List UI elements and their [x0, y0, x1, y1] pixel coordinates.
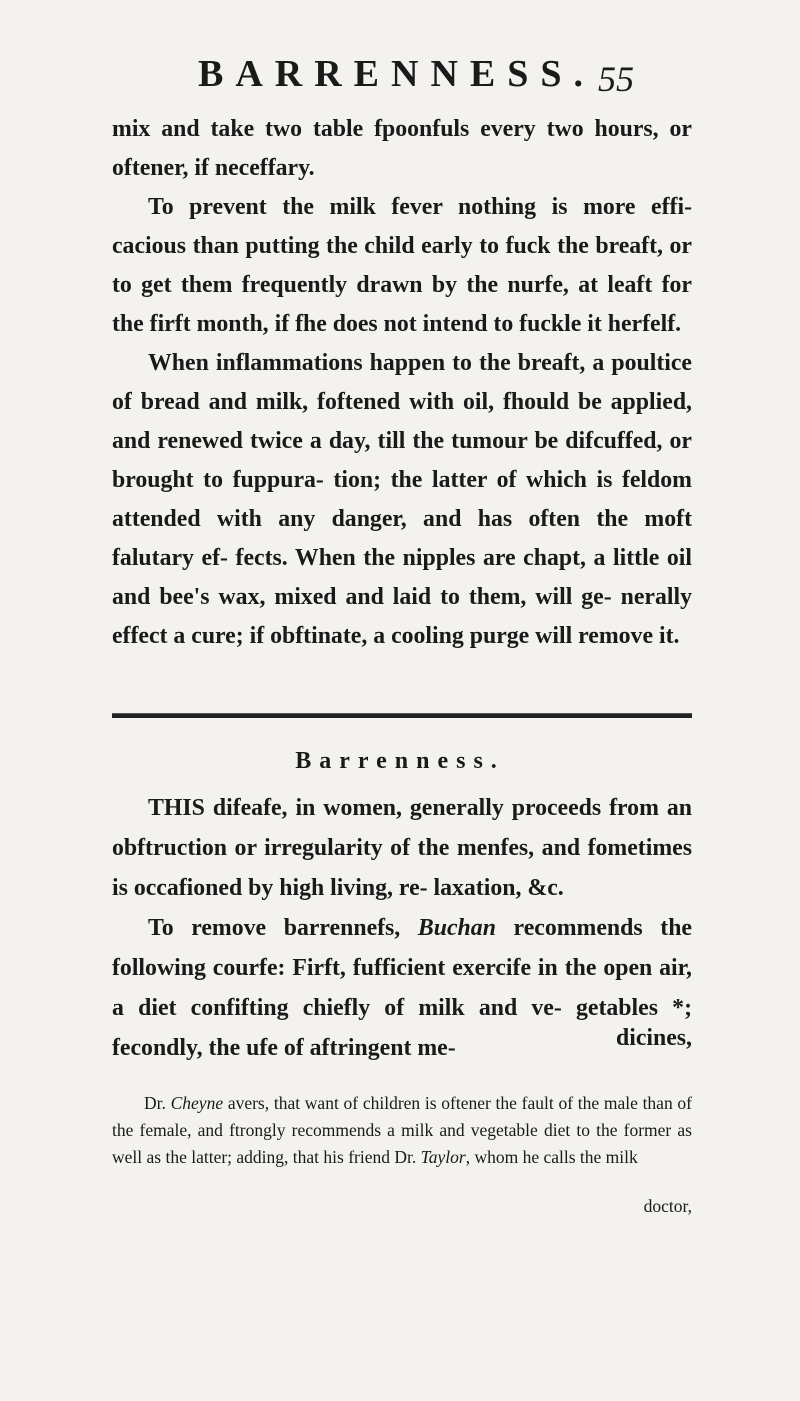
author-name-cheyne: Cheyne — [170, 1093, 224, 1113]
footnote-lead: Dr. — [144, 1093, 171, 1113]
paragraph-inflammations: When inflammations happen to the breaft, a poultice of bread and milk, foftened with oil, fhould be applied, and renewed twice a day, till the tumour be difcuffed, or brought to fuppura- tion; the latter of which is feldom attended with any danger, and has often the moft falutary ef- fects. When the nipples are chapt, a little oil and bee's wax, mixed and laid to them, will ge- nerally effect a cure; if obftinate, a cooling purge will remove it. — [112, 350, 692, 649]
section-heading: Barrenness. — [295, 748, 505, 774]
footnote-catchword: doctor, — [643, 1196, 692, 1216]
section-divider-rule — [112, 713, 692, 718]
paragraph-mix: mix and take two table fpoonfuls every two hours, or oftener, if neceffary. — [112, 116, 692, 181]
running-title: BARRENNESS. — [198, 53, 596, 95]
remedy-rest: recommends the following courfe: Firft, fufficient exercife in the open air, a diet confifting chiefly of milk and ve- getables *; fecondly, the ufe of aftringent me- — [112, 915, 692, 1061]
page-number: 55 — [598, 59, 634, 99]
author-name-buchan: Buchan — [417, 915, 496, 941]
footnote — [112, 1090, 692, 1171]
paragraph-disease: THIS difeafe, in women, generally proceeds from an obftruction or irregularity of the menfes, and fometimes is occafioned by high living, re- laxation, &c. — [112, 795, 692, 901]
footnote-end: , whom he calls the milk — [465, 1147, 638, 1167]
footnote-text — [112, 1090, 692, 1171]
paragraph-milk-fever: To prevent the milk fever nothing is more effi- cacious than putting the child early to fuck the breaft, or to get them frequently drawn by the nurfe, at leaft for the firft month, if fhe does not intend to fuckle it herfelf. — [112, 194, 692, 337]
catchword: dicines, — [615, 1025, 692, 1051]
running-head — [0, 52, 800, 102]
footnote-middle: avers, that want of children is oftener the fault of the male than of the female, and ftrongly recommends a milk and vegetable diet to the former as well as the latter; adding, that his friend Dr. — [112, 1093, 693, 1167]
remedy-lead: To remove barrennefs, — [148, 915, 418, 941]
author-name-taylor: Taylor — [420, 1147, 466, 1167]
continued-text — [112, 110, 692, 656]
